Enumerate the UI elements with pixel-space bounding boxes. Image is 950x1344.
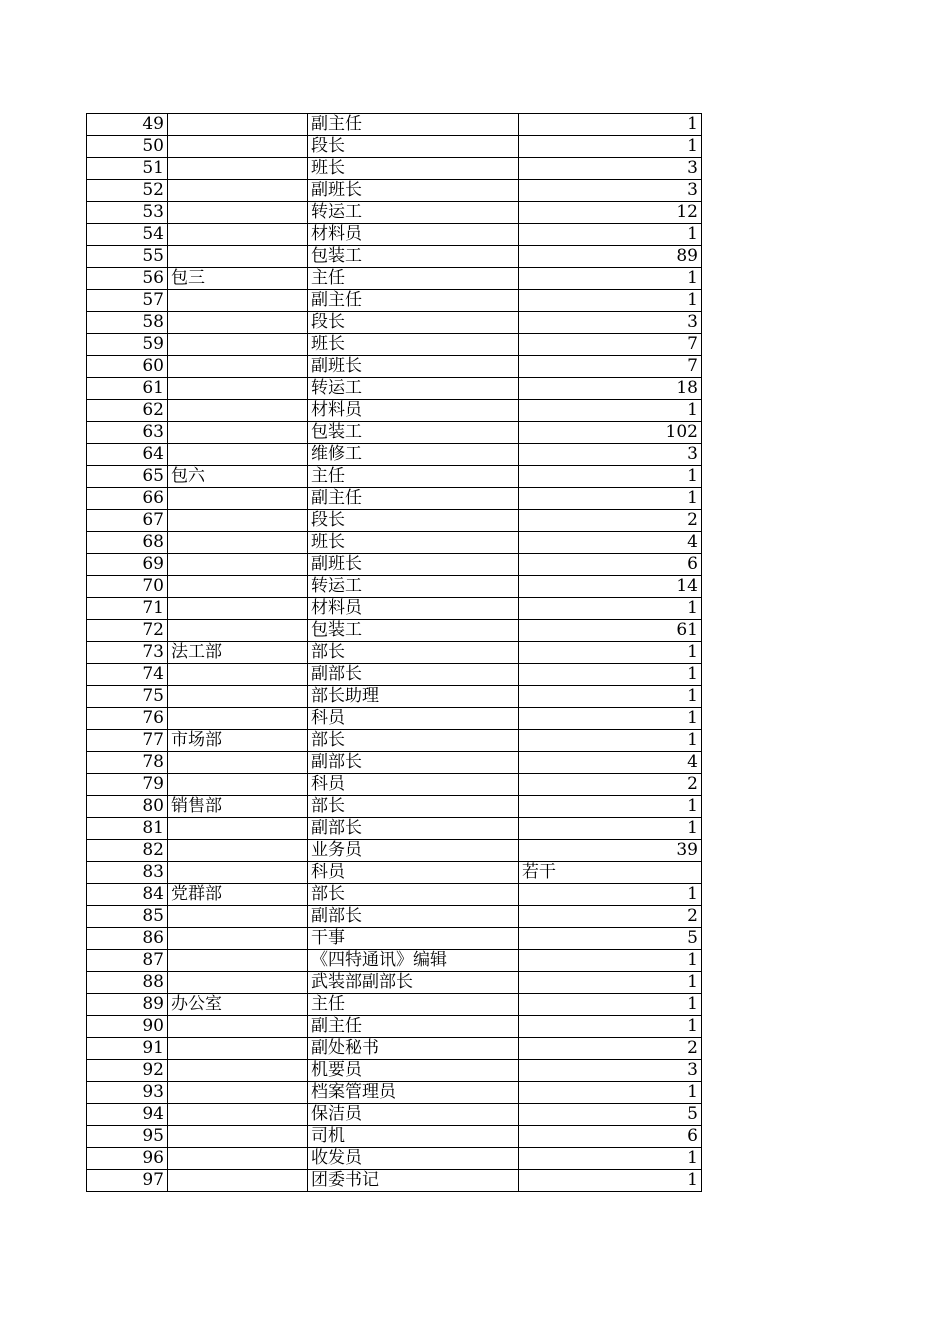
- row-number-cell: 55: [87, 246, 168, 268]
- row-number-cell: 85: [87, 906, 168, 928]
- table-row: [87, 1082, 702, 1104]
- table-row: [87, 928, 702, 950]
- headcount-cell: 14: [519, 576, 702, 598]
- position-cell: 副主任: [308, 488, 519, 510]
- department-cell: [168, 928, 308, 950]
- table-row: [87, 972, 702, 994]
- row-number-cell: 74: [87, 664, 168, 686]
- table-row: [87, 378, 702, 400]
- department-cell: 销售部: [168, 796, 308, 818]
- department-cell: [168, 774, 308, 796]
- department-cell: 党群部: [168, 884, 308, 906]
- position-cell: 干事: [308, 928, 519, 950]
- position-cell: 段长: [308, 136, 519, 158]
- row-number-cell: 93: [87, 1082, 168, 1104]
- headcount-cell: 1: [519, 972, 702, 994]
- headcount-cell: 18: [519, 378, 702, 400]
- headcount-cell: 1: [519, 642, 702, 664]
- position-cell: 副主任: [308, 290, 519, 312]
- table-row: [87, 1126, 702, 1148]
- department-cell: [168, 202, 308, 224]
- row-number-cell: 68: [87, 532, 168, 554]
- headcount-cell: 12: [519, 202, 702, 224]
- table-row: [87, 818, 702, 840]
- department-cell: 办公室: [168, 994, 308, 1016]
- headcount-cell: 5: [519, 928, 702, 950]
- row-number-cell: 64: [87, 444, 168, 466]
- headcount-cell: 2: [519, 510, 702, 532]
- row-number-cell: 49: [87, 114, 168, 136]
- row-number-cell: 80: [87, 796, 168, 818]
- department-cell: [168, 136, 308, 158]
- position-cell: 副部长: [308, 752, 519, 774]
- headcount-cell: 若干: [519, 862, 702, 884]
- headcount-cell: 39: [519, 840, 702, 862]
- table-row: [87, 180, 702, 202]
- department-cell: [168, 378, 308, 400]
- table-row: [87, 620, 702, 642]
- department-cell: [168, 1016, 308, 1038]
- position-cell: 包装工: [308, 422, 519, 444]
- position-cell: 武装部副部长: [308, 972, 519, 994]
- headcount-cell: 1: [519, 290, 702, 312]
- headcount-cell: 89: [519, 246, 702, 268]
- row-number-cell: 87: [87, 950, 168, 972]
- row-number-cell: 53: [87, 202, 168, 224]
- department-cell: [168, 400, 308, 422]
- row-number-cell: 97: [87, 1170, 168, 1192]
- row-number-cell: 90: [87, 1016, 168, 1038]
- position-cell: 材料员: [308, 224, 519, 246]
- department-cell: [168, 356, 308, 378]
- row-number-cell: 81: [87, 818, 168, 840]
- position-cell: 业务员: [308, 840, 519, 862]
- row-number-cell: 72: [87, 620, 168, 642]
- row-number-cell: 67: [87, 510, 168, 532]
- row-number-cell: 91: [87, 1038, 168, 1060]
- table-row: [87, 224, 702, 246]
- department-cell: [168, 488, 308, 510]
- row-number-cell: 52: [87, 180, 168, 202]
- row-number-cell: 83: [87, 862, 168, 884]
- headcount-cell: 4: [519, 752, 702, 774]
- department-cell: [168, 950, 308, 972]
- headcount-cell: 3: [519, 158, 702, 180]
- row-number-cell: 76: [87, 708, 168, 730]
- position-cell: 部长: [308, 642, 519, 664]
- headcount-cell: 1: [519, 224, 702, 246]
- headcount-cell: 1: [519, 136, 702, 158]
- staffing-table: [86, 113, 702, 1192]
- headcount-cell: 102: [519, 422, 702, 444]
- department-cell: [168, 862, 308, 884]
- headcount-cell: 1: [519, 598, 702, 620]
- department-cell: [168, 1060, 308, 1082]
- department-cell: [168, 1148, 308, 1170]
- headcount-cell: 1: [519, 466, 702, 488]
- headcount-cell: 1: [519, 884, 702, 906]
- position-cell: 段长: [308, 510, 519, 532]
- row-number-cell: 73: [87, 642, 168, 664]
- position-cell: 《四特通讯》编辑: [308, 950, 519, 972]
- department-cell: [168, 1104, 308, 1126]
- row-number-cell: 88: [87, 972, 168, 994]
- department-cell: [168, 290, 308, 312]
- table-row: [87, 774, 702, 796]
- department-cell: [168, 598, 308, 620]
- position-cell: 副部长: [308, 818, 519, 840]
- position-cell: 转运工: [308, 378, 519, 400]
- position-cell: 部长: [308, 730, 519, 752]
- position-cell: 转运工: [308, 202, 519, 224]
- position-cell: 段长: [308, 312, 519, 334]
- headcount-cell: 7: [519, 334, 702, 356]
- row-number-cell: 86: [87, 928, 168, 950]
- row-number-cell: 69: [87, 554, 168, 576]
- position-cell: 机要员: [308, 1060, 519, 1082]
- position-cell: 主任: [308, 994, 519, 1016]
- position-cell: 团委书记: [308, 1170, 519, 1192]
- department-cell: 包六: [168, 466, 308, 488]
- headcount-cell: 3: [519, 180, 702, 202]
- headcount-cell: 1: [519, 400, 702, 422]
- department-cell: [168, 1170, 308, 1192]
- row-number-cell: 70: [87, 576, 168, 598]
- table-row: [87, 1170, 702, 1192]
- department-cell: [168, 1126, 308, 1148]
- headcount-cell: 1: [519, 268, 702, 290]
- position-cell: 转运工: [308, 576, 519, 598]
- position-cell: 班长: [308, 532, 519, 554]
- table-row: [87, 532, 702, 554]
- headcount-cell: 6: [519, 554, 702, 576]
- row-number-cell: 92: [87, 1060, 168, 1082]
- headcount-cell: 1: [519, 994, 702, 1016]
- position-cell: 班长: [308, 158, 519, 180]
- row-number-cell: 51: [87, 158, 168, 180]
- department-cell: [168, 510, 308, 532]
- row-number-cell: 75: [87, 686, 168, 708]
- table-row: [87, 290, 702, 312]
- row-number-cell: 94: [87, 1104, 168, 1126]
- table-row: [87, 642, 702, 664]
- department-cell: 包三: [168, 268, 308, 290]
- position-cell: 副班长: [308, 180, 519, 202]
- position-cell: 副处秘书: [308, 1038, 519, 1060]
- department-cell: [168, 906, 308, 928]
- position-cell: 副主任: [308, 114, 519, 136]
- table-row: [87, 664, 702, 686]
- position-cell: 部长助理: [308, 686, 519, 708]
- table-row: [87, 906, 702, 928]
- row-number-cell: 82: [87, 840, 168, 862]
- department-cell: [168, 576, 308, 598]
- position-cell: 部长: [308, 796, 519, 818]
- table-row: [87, 422, 702, 444]
- row-number-cell: 56: [87, 268, 168, 290]
- headcount-cell: 1: [519, 1170, 702, 1192]
- row-number-cell: 89: [87, 994, 168, 1016]
- table-row: [87, 598, 702, 620]
- department-cell: [168, 708, 308, 730]
- department-cell: [168, 686, 308, 708]
- row-number-cell: 54: [87, 224, 168, 246]
- department-cell: [168, 246, 308, 268]
- department-cell: [168, 554, 308, 576]
- department-cell: [168, 114, 308, 136]
- position-cell: 维修工: [308, 444, 519, 466]
- headcount-cell: 5: [519, 1104, 702, 1126]
- headcount-cell: 7: [519, 356, 702, 378]
- headcount-cell: 1: [519, 730, 702, 752]
- table-row: [87, 554, 702, 576]
- headcount-cell: 2: [519, 774, 702, 796]
- table-row: [87, 1148, 702, 1170]
- headcount-cell: 1: [519, 488, 702, 510]
- headcount-cell: 61: [519, 620, 702, 642]
- headcount-cell: 1: [519, 1148, 702, 1170]
- department-cell: [168, 224, 308, 246]
- department-cell: [168, 752, 308, 774]
- table-row: [87, 796, 702, 818]
- position-cell: 材料员: [308, 598, 519, 620]
- row-number-cell: 65: [87, 466, 168, 488]
- headcount-cell: 1: [519, 796, 702, 818]
- department-cell: [168, 312, 308, 334]
- headcount-cell: 2: [519, 1038, 702, 1060]
- department-cell: [168, 422, 308, 444]
- position-cell: 包装工: [308, 246, 519, 268]
- row-number-cell: 84: [87, 884, 168, 906]
- table-row: [87, 268, 702, 290]
- headcount-cell: 1: [519, 818, 702, 840]
- row-number-cell: 79: [87, 774, 168, 796]
- table-row: [87, 994, 702, 1016]
- department-cell: 法工部: [168, 642, 308, 664]
- table-row: [87, 752, 702, 774]
- headcount-cell: 3: [519, 312, 702, 334]
- table-row: [87, 708, 702, 730]
- position-cell: 部长: [308, 884, 519, 906]
- row-number-cell: 50: [87, 136, 168, 158]
- department-cell: [168, 334, 308, 356]
- position-cell: 包装工: [308, 620, 519, 642]
- position-cell: 副部长: [308, 906, 519, 928]
- headcount-cell: 3: [519, 1060, 702, 1082]
- row-number-cell: 71: [87, 598, 168, 620]
- table-row: [87, 576, 702, 598]
- table-row: [87, 730, 702, 752]
- table-row: [87, 202, 702, 224]
- table-row: [87, 950, 702, 972]
- table-row: [87, 884, 702, 906]
- row-number-cell: 61: [87, 378, 168, 400]
- row-number-cell: 96: [87, 1148, 168, 1170]
- department-cell: [168, 972, 308, 994]
- table-row: [87, 114, 702, 136]
- table-row: [87, 840, 702, 862]
- headcount-cell: 6: [519, 1126, 702, 1148]
- table-row: [87, 158, 702, 180]
- table-row: [87, 686, 702, 708]
- row-number-cell: 63: [87, 422, 168, 444]
- table-row: [87, 510, 702, 532]
- table-row: [87, 862, 702, 884]
- position-cell: 收发员: [308, 1148, 519, 1170]
- table-row: [87, 1060, 702, 1082]
- table-row: [87, 1038, 702, 1060]
- position-cell: 副班长: [308, 554, 519, 576]
- headcount-cell: 1: [519, 664, 702, 686]
- headcount-cell: 3: [519, 444, 702, 466]
- row-number-cell: 60: [87, 356, 168, 378]
- headcount-cell: 1: [519, 1016, 702, 1038]
- staffing-table-body: [87, 114, 702, 1192]
- position-cell: 司机: [308, 1126, 519, 1148]
- table-row: [87, 334, 702, 356]
- table-row: [87, 1104, 702, 1126]
- position-cell: 科员: [308, 774, 519, 796]
- department-cell: 市场部: [168, 730, 308, 752]
- headcount-cell: 4: [519, 532, 702, 554]
- position-cell: 科员: [308, 708, 519, 730]
- row-number-cell: 57: [87, 290, 168, 312]
- headcount-cell: 1: [519, 1082, 702, 1104]
- headcount-cell: 1: [519, 686, 702, 708]
- headcount-cell: 1: [519, 950, 702, 972]
- department-cell: [168, 1038, 308, 1060]
- table-row: [87, 356, 702, 378]
- headcount-cell: 1: [519, 708, 702, 730]
- table-row: [87, 400, 702, 422]
- department-cell: [168, 444, 308, 466]
- position-cell: 档案管理员: [308, 1082, 519, 1104]
- department-cell: [168, 664, 308, 686]
- position-cell: 保洁员: [308, 1104, 519, 1126]
- table-row: [87, 312, 702, 334]
- table-row: [87, 246, 702, 268]
- department-cell: [168, 818, 308, 840]
- department-cell: [168, 840, 308, 862]
- row-number-cell: 95: [87, 1126, 168, 1148]
- table-row: [87, 488, 702, 510]
- position-cell: 班长: [308, 334, 519, 356]
- position-cell: 副部长: [308, 664, 519, 686]
- position-cell: 副班长: [308, 356, 519, 378]
- row-number-cell: 66: [87, 488, 168, 510]
- headcount-cell: 2: [519, 906, 702, 928]
- department-cell: [168, 532, 308, 554]
- table-row: [87, 444, 702, 466]
- position-cell: 科员: [308, 862, 519, 884]
- department-cell: [168, 1082, 308, 1104]
- row-number-cell: 78: [87, 752, 168, 774]
- row-number-cell: 62: [87, 400, 168, 422]
- position-cell: 材料员: [308, 400, 519, 422]
- position-cell: 副主任: [308, 1016, 519, 1038]
- table-row: [87, 466, 702, 488]
- row-number-cell: 77: [87, 730, 168, 752]
- department-cell: [168, 620, 308, 642]
- table-row: [87, 1016, 702, 1038]
- department-cell: [168, 158, 308, 180]
- position-cell: 主任: [308, 268, 519, 290]
- position-cell: 主任: [308, 466, 519, 488]
- headcount-cell: 1: [519, 114, 702, 136]
- table-row: [87, 136, 702, 158]
- row-number-cell: 59: [87, 334, 168, 356]
- department-cell: [168, 180, 308, 202]
- row-number-cell: 58: [87, 312, 168, 334]
